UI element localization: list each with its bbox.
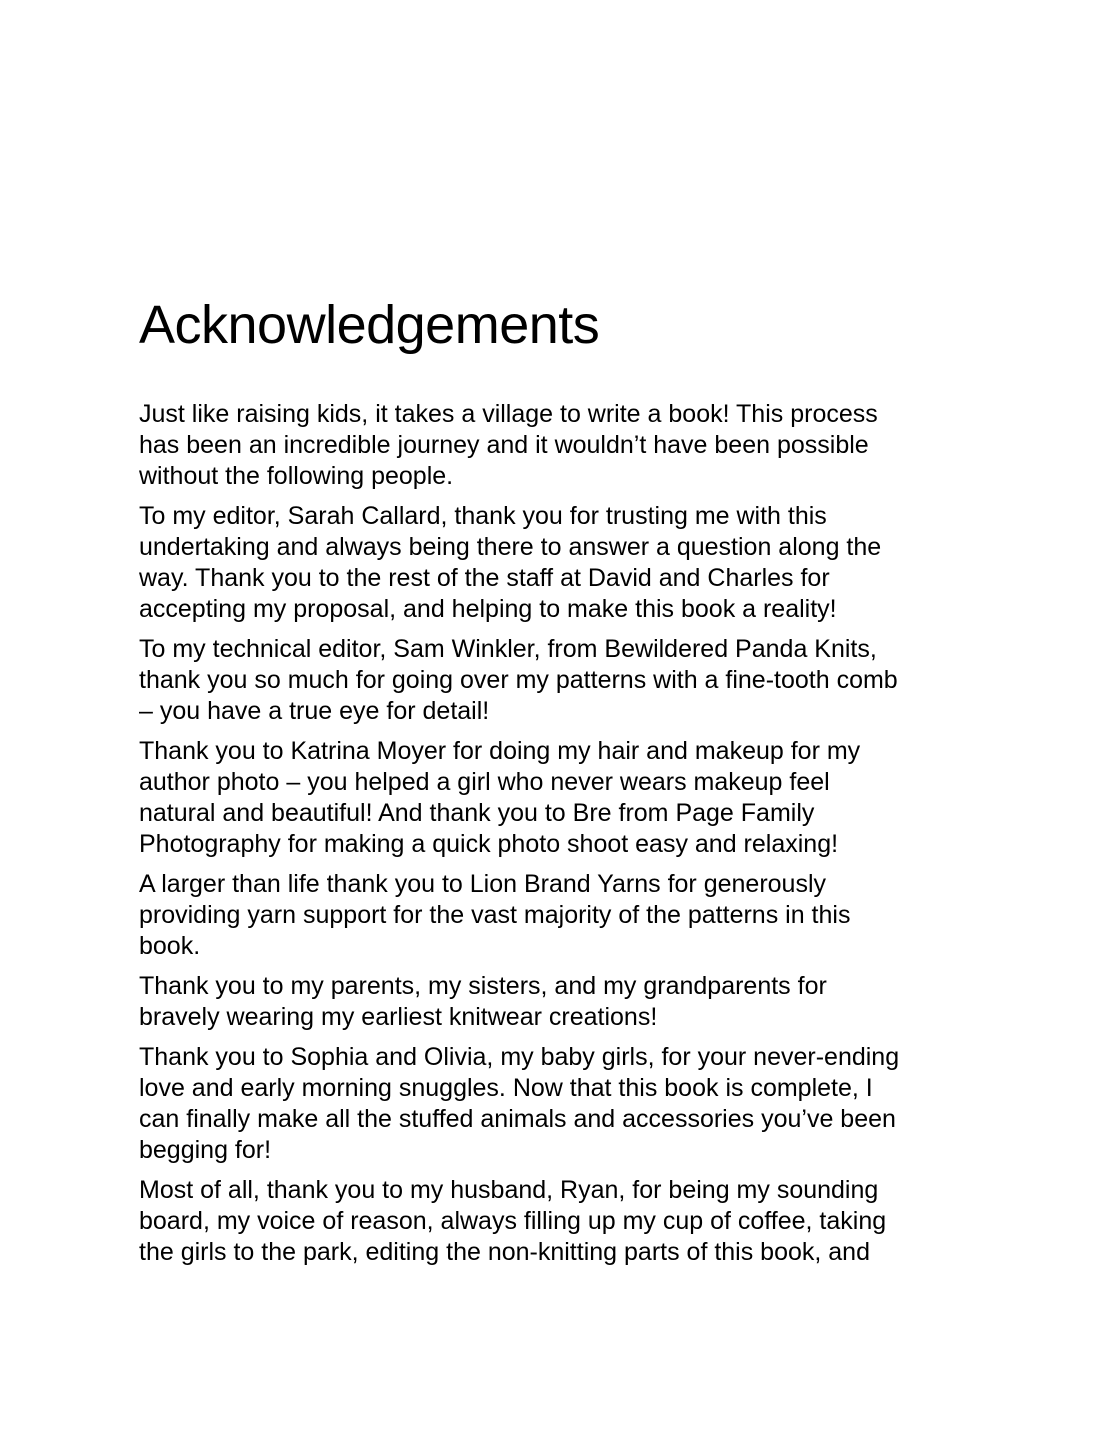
paragraph-daughters	[139, 1042, 989, 1166]
text-line: Thank you to Sophia and Olivia, my baby girls, for your never-ending	[139, 1043, 900, 1071]
text-line: can finally make all the stuffed animals and accessories you’ve been	[139, 1105, 896, 1133]
text-line: Thank you to Katrina Moyer for doing my hair and makeup for my	[139, 737, 861, 765]
text-line: – you have a true eye for detail!	[139, 697, 490, 725]
text-line: without the following people.	[139, 462, 454, 490]
paragraph-family	[139, 971, 989, 1033]
text-line: love and early morning snuggles. Now that this book is complete, I	[139, 1074, 873, 1102]
text-line: board, my voice of reason, always filling up my cup of coffee, taking	[139, 1207, 887, 1235]
text-line: way. Thank you to the rest of the staff at David and Charles for	[139, 564, 830, 592]
text-line: thank you so much for going over my patterns with a fine-tooth comb	[139, 666, 898, 694]
page-title: Acknowledgements	[139, 295, 600, 355]
text-line: the girls to the park, editing the non-knitting parts of this book, and	[139, 1238, 870, 1266]
text-line: Photography for making a quick photo shoot easy and relaxing!	[139, 830, 839, 858]
text-line: A larger than life thank you to Lion Brand Yarns for generously	[139, 870, 826, 898]
text-line: undertaking and always being there to answer a question along the	[139, 533, 882, 561]
paragraph-technical-editor	[139, 634, 989, 727]
text-line: accepting my proposal, and helping to make this book a reality!	[139, 595, 837, 623]
text-line: providing yarn support for the vast majority of the patterns in this	[139, 901, 851, 929]
paragraph-editor	[139, 501, 989, 625]
paragraph-author-photo	[139, 736, 989, 860]
paragraph-intro	[139, 399, 989, 492]
text-line: Most of all, thank you to my husband, Ryan, for being my sounding	[139, 1176, 879, 1204]
text-line: Thank you to my parents, my sisters, and my grandparents for	[139, 972, 827, 1000]
text-line: To my editor, Sarah Callard, thank you for trusting me with this	[139, 502, 827, 530]
paragraph-yarn-support	[139, 869, 989, 962]
text-line: Just like raising kids, it takes a village to write a book! This process	[139, 400, 878, 428]
text-line: To my technical editor, Sam Winkler, from Bewildered Panda Knits,	[139, 635, 877, 663]
text-line: book.	[139, 932, 201, 960]
text-line: bravely wearing my earliest knitwear creations!	[139, 1003, 658, 1031]
text-line: has been an incredible journey and it wouldn’t have been possible	[139, 431, 869, 459]
acknowledgements-body	[139, 399, 989, 1277]
text-line: begging for!	[139, 1136, 272, 1164]
text-line: author photo – you helped a girl who never wears makeup feel	[139, 768, 830, 796]
paragraph-husband	[139, 1175, 989, 1268]
text-line: natural and beautiful! And thank you to Bre from Page Family	[139, 799, 815, 827]
